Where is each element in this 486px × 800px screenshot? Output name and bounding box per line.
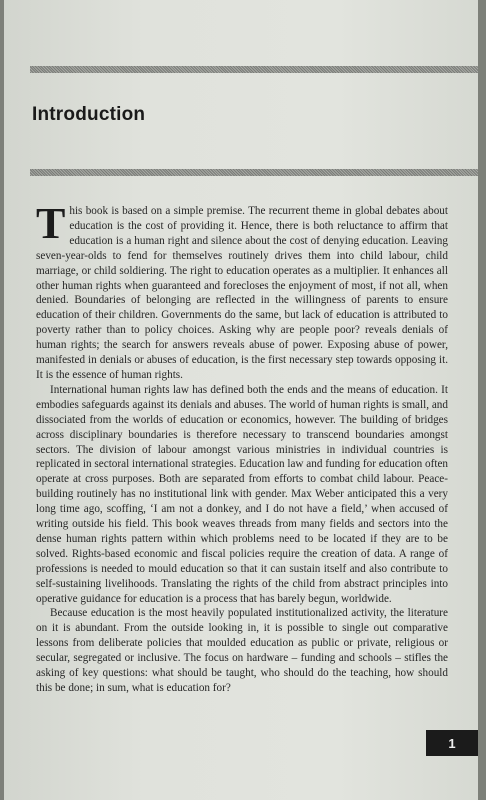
page-number: 1: [448, 735, 456, 751]
paragraph-2: International human rights law has defined both the ends and the means of education. It embodies safeguards against its denials and abuses. The world of human rights is small, and dissociated from the worlds of education or economics, however. The building of bridges across disciplinary boundaries is therefore necessary to transcend boundaries amongst sectors. The division of labour amongst various ministries in individual countries is replicated in sectoral international strategies. Education law and funding for education often operate at cross purposes. Both are separated from efforts to combat child labour. Peace-building routinely has no institutional link with gender. Max Weber anticipated this a very long time ago, scoffing, ‘I am not a donkey, and I do not have a field,’ when accused of writing outside his field. This book weaves threads from many fields and sectors into the dense human rights pattern within which problems need to be located if they are to be solved. Rights-based economic and fiscal policies require the creation of data. A range of professions is needed to mould education so that it can sustain itself and also contribute to self-sustaining livelihoods. Translating the rights of the child from abstract principles into operative guidance for education is a process that has barely begun, worldwide.: [36, 383, 448, 605]
page-number-tab: [426, 730, 478, 756]
paragraph-1: [36, 199, 448, 383]
bottom-decorative-rule: [30, 169, 478, 176]
drop-cap: T: [36, 199, 66, 248]
paragraph-1-text: his book is based on a simple premise. The recurrent theme in global debates about education is the cost of providing it. Hence, there is both reluctance to affirm that education is a human right and silence about the cost of denying education. Leaving seven-year-olds to fend for themselves routinely drives them into child labour, child marriage, or child soldiering. The right to education operates as a multiplier. It enhances all other human rights when guaranteed and forecloses the enjoyment of most, if not all, when denied. Boundaries of belonging are reflected in the willingness of parents to ensure education of their children. Governments do the same, but lack of education is attributed to poverty rather than to policy choices. Asking why are people poor? reveals denials of human rights; the search for answers reveals abuse of power. Exposing abuse of power, manifested in denials or abuses of education, is the first necessary step towards opposing it. It is the essence of human rights.: [36, 205, 448, 381]
book-page: [4, 0, 478, 800]
chapter-heading: Introduction: [32, 104, 146, 125]
top-decorative-rule: [30, 66, 478, 73]
paragraph-3: Because education is the most heavily populated institutionalized activity, the literature on it is abundant. From the outside looking in, it is possible to single out comparative lessons from deliberate policies that moulded education as public or private, religious or secular, segregated or inclusive. The focus on hardware – funding and schools – stifles the asking of key questions: what should be taught, who should do the teaching, how should this be done; in sum, what is education for?: [36, 607, 448, 694]
body-text: [36, 199, 448, 696]
